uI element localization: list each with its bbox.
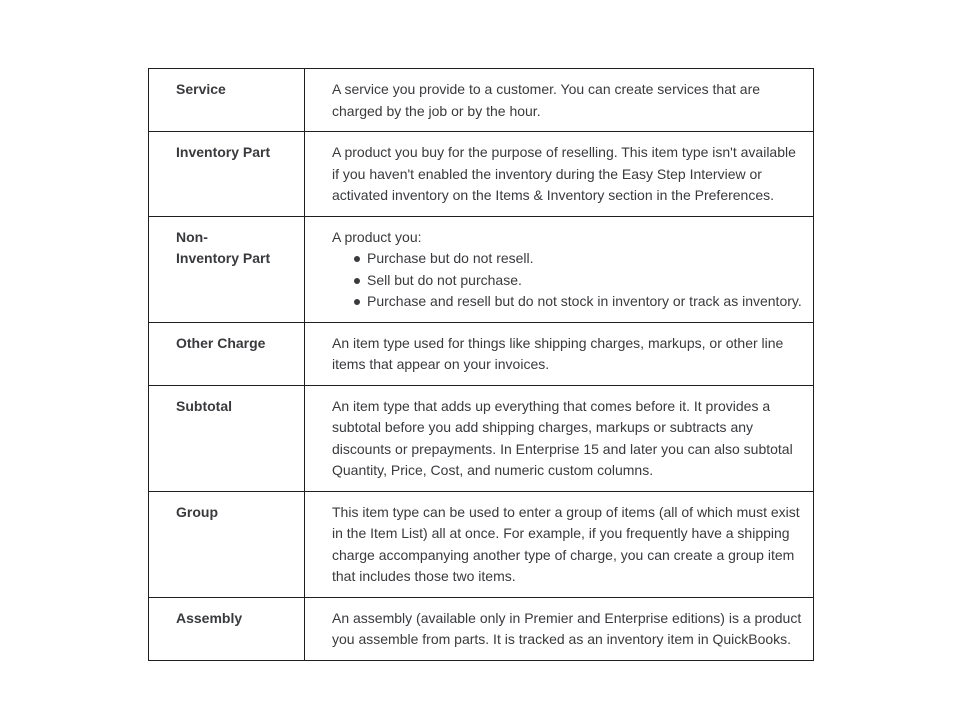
table-row-assembly: [149, 597, 814, 660]
item-type-description: An assembly (available only in Premier and Enterprise editions) is a product you assemble from parts. It is tracked as an inventory item in QuickBooks.: [305, 597, 814, 660]
item-type-name: Inventory Part: [149, 132, 305, 217]
table-row-inventory-part: [149, 132, 814, 217]
item-type-name: Service: [149, 69, 305, 132]
table-row-subtotal: [149, 385, 814, 491]
table-row-non-inventory-part: [149, 216, 814, 322]
bullet-dot-icon: [354, 299, 360, 305]
item-type-name: Group: [149, 491, 305, 597]
item-type-description: An item type that adds up everything that comes before it. It provides a subtotal before you add shipping charges, markups or subtracts any discounts or prepayments. In Enterprise 15 and later you can also subtotal Quantity, Price, Cost, and numeric custom columns.: [305, 385, 814, 491]
bullet-list: [332, 248, 805, 313]
bullet-dot-icon: [354, 256, 360, 262]
item-types-table: [148, 68, 814, 661]
item-type-description: An item type used for things like shipping charges, markups, or other line items that appear on your invoices.: [305, 322, 814, 385]
list-item: [354, 291, 805, 313]
item-type-name-line-1: Non-: [176, 228, 208, 245]
list-item-text: Purchase and resell but do not stock in inventory or track as inventory.: [367, 293, 802, 309]
item-type-description: A service you provide to a customer. You can create services that are charged by the job or by the hour.: [305, 69, 814, 132]
item-type-name: Other Charge: [149, 322, 305, 385]
table-row-service: [149, 69, 814, 132]
item-type-name: Assembly: [149, 597, 305, 660]
item-type-name: Subtotal: [149, 385, 305, 491]
item-type-name-line-2: Inventory Part: [176, 250, 271, 266]
list-item-text: Purchase but do not resell.: [367, 250, 534, 266]
table-row-other-charge: [149, 322, 814, 385]
item-type-name: [149, 216, 305, 322]
list-item: [354, 270, 805, 292]
item-type-description: This item type can be used to enter a group of items (all of which must exist in the Item List) all at once. For example, if you frequently have a shipping charge accompanying another type of charge, you can create a group item that includes those two items.: [305, 491, 814, 597]
table-row-group: [149, 491, 814, 597]
item-type-description: A product you buy for the purpose of reselling. This item type isn't available if you haven't enabled the inventory during the Easy Step Interview or activated inventory on the Items & Inventory section in the Preferences.: [305, 132, 814, 217]
list-item-text: Sell but do not purchase.: [367, 271, 522, 288]
bullet-dot-icon: [354, 278, 360, 284]
list-item: [354, 248, 805, 270]
item-type-description-cell: [305, 216, 814, 322]
item-type-description: A product you:: [332, 228, 422, 245]
